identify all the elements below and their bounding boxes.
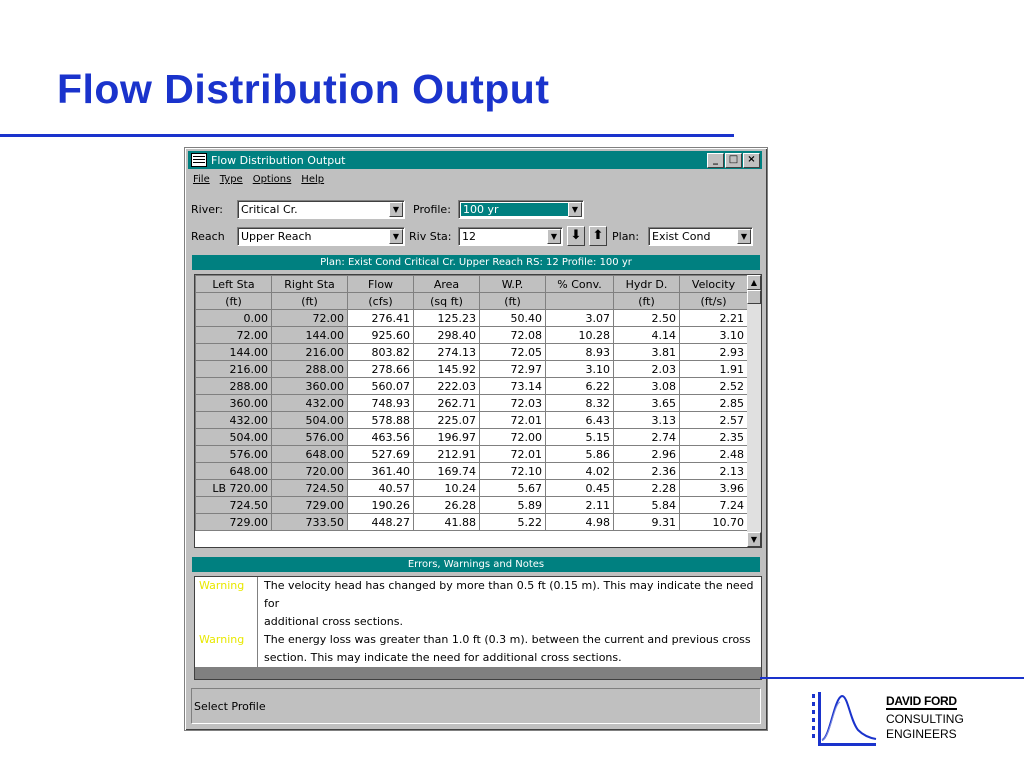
logo-line-1: DAVID FORD [886, 694, 957, 708]
table-cell: 5.86 [546, 446, 614, 463]
table-cell: 2.57 [680, 412, 748, 429]
table-row[interactable] [196, 395, 748, 412]
table-cell: 504.00 [196, 429, 272, 446]
note-row [195, 631, 761, 649]
table-cell: 2.11 [546, 497, 614, 514]
table-cell: 2.52 [680, 378, 748, 395]
table-cell: 144.00 [272, 327, 348, 344]
note-line: The velocity head has changed by more than 0.5 ft (0.15 m). This may indicate the need for [264, 579, 754, 610]
table-cell: 7.24 [680, 497, 748, 514]
table-cell: 3.65 [614, 395, 680, 412]
chevron-down-icon[interactable]: ▼ [737, 229, 751, 244]
previous-station-up-button[interactable]: ⬆ [589, 226, 607, 246]
table-cell: 578.88 [348, 412, 414, 429]
table-cell: 216.00 [272, 344, 348, 361]
reach-label: Reach [191, 230, 225, 243]
note-text [258, 577, 761, 613]
river-select[interactable] [237, 200, 405, 219]
table-cell: 288.00 [272, 361, 348, 378]
table-cell: 5.22 [480, 514, 546, 531]
scroll-down-icon[interactable]: ▼ [747, 532, 761, 547]
column-header: Flow [348, 276, 414, 293]
flow-distribution-window [184, 147, 768, 731]
table-cell: 724.50 [272, 480, 348, 497]
column-header: Velocity [680, 276, 748, 293]
table-cell: 360.00 [196, 395, 272, 412]
table-cell: LB 720.00 [196, 480, 272, 497]
table-cell: 648.00 [196, 463, 272, 480]
table-cell: 576.00 [196, 446, 272, 463]
table-cell: 72.10 [480, 463, 546, 480]
table-cell: 560.07 [348, 378, 414, 395]
table-cell: 40.57 [348, 480, 414, 497]
table-cell: 733.50 [272, 514, 348, 531]
table-cell: 125.23 [414, 310, 480, 327]
table-cell: 169.74 [414, 463, 480, 480]
table-cell: 9.31 [614, 514, 680, 531]
column-unit: (ft) [614, 293, 680, 310]
table-cell: 6.22 [546, 378, 614, 395]
table-cell: 5.67 [480, 480, 546, 497]
table-cell: 8.93 [546, 344, 614, 361]
table-cell: 2.50 [614, 310, 680, 327]
column-unit: (sq ft) [414, 293, 480, 310]
menu-options[interactable]: Options [252, 174, 292, 185]
table-cell: 145.92 [414, 361, 480, 378]
table-cell: 72.01 [480, 446, 546, 463]
table-cell: 196.97 [414, 429, 480, 446]
table-cell: 5.89 [480, 497, 546, 514]
table-cell: 463.56 [348, 429, 414, 446]
logo-line-3: ENGINEERS [886, 727, 957, 741]
results-grid [195, 275, 748, 531]
table-cell: 3.10 [680, 327, 748, 344]
window-titlebar[interactable] [188, 151, 762, 169]
chevron-down-icon[interactable]: ▼ [389, 202, 403, 217]
table-cell: 10.70 [680, 514, 748, 531]
table-cell: 3.07 [546, 310, 614, 327]
next-station-down-button[interactable]: ⬇ [567, 226, 585, 246]
table-cell: 2.21 [680, 310, 748, 327]
note-row [195, 649, 761, 667]
table-cell: 72.05 [480, 344, 546, 361]
note-row [195, 577, 761, 613]
note-line: additional cross sections. [264, 615, 403, 628]
table-cell: 72.03 [480, 395, 546, 412]
note-type-blank [195, 613, 258, 631]
plan-value: Exist Cond [652, 230, 711, 243]
profile-value: 100 yr [461, 203, 571, 216]
riv-sta-select[interactable] [458, 227, 563, 246]
column-header: Left Sta [196, 276, 272, 293]
table-cell: 2.96 [614, 446, 680, 463]
minimize-button[interactable]: _ [707, 153, 724, 168]
chevron-down-icon[interactable]: ▼ [568, 202, 582, 217]
riv-sta-value: 12 [462, 230, 476, 243]
table-cell: 274.13 [414, 344, 480, 361]
table-cell: 276.41 [348, 310, 414, 327]
column-header: Hydr D. [614, 276, 680, 293]
table-row[interactable] [196, 514, 748, 531]
table-row[interactable] [196, 412, 748, 429]
reach-select[interactable] [237, 227, 405, 246]
table-cell: 72.97 [480, 361, 546, 378]
table-cell: 432.00 [272, 395, 348, 412]
table-cell: 8.32 [546, 395, 614, 412]
table-cell: 3.81 [614, 344, 680, 361]
table-cell: 527.69 [348, 446, 414, 463]
table-cell: 262.71 [414, 395, 480, 412]
reach-value: Upper Reach [241, 230, 312, 243]
note-type: Warning [195, 631, 258, 649]
profile-select[interactable] [458, 200, 584, 219]
table-header-row [196, 276, 748, 293]
table-cell: 724.50 [196, 497, 272, 514]
table-app-icon [191, 153, 207, 167]
chevron-down-icon[interactable]: ▼ [547, 229, 561, 244]
table-cell: 4.98 [546, 514, 614, 531]
menu-file[interactable]: File [193, 174, 210, 185]
column-unit: (ft/s) [680, 293, 748, 310]
table-row[interactable] [196, 446, 748, 463]
menu-help[interactable]: Help [301, 174, 325, 185]
table-cell: 278.66 [348, 361, 414, 378]
logo-line-2: CONSULTING [886, 712, 964, 726]
table-cell: 72.08 [480, 327, 546, 344]
table-row[interactable] [196, 310, 748, 327]
table-cell: 576.00 [272, 429, 348, 446]
window-title: Flow Distribution Output [211, 153, 346, 167]
table-cell: 298.40 [414, 327, 480, 344]
table-cell: 2.03 [614, 361, 680, 378]
table-row[interactable] [196, 327, 748, 344]
note-type-blank [195, 649, 258, 667]
status-bar [191, 688, 761, 724]
table-cell: 3.10 [546, 361, 614, 378]
table-cell: 72.01 [480, 412, 546, 429]
column-unit [546, 293, 614, 310]
table-cell: 360.00 [272, 378, 348, 395]
table-cell: 803.82 [348, 344, 414, 361]
table-cell: 2.48 [680, 446, 748, 463]
river-label: River: [191, 203, 224, 216]
table-row[interactable] [196, 497, 748, 514]
table-cell: 212.91 [414, 446, 480, 463]
table-cell: 1.91 [680, 361, 748, 378]
close-button[interactable]: × [743, 153, 760, 168]
table-cell: 4.14 [614, 327, 680, 344]
column-unit: (ft) [272, 293, 348, 310]
title-underline [0, 134, 734, 137]
company-logo [810, 690, 964, 750]
note-row [195, 613, 761, 631]
plan-select[interactable] [648, 227, 753, 246]
table-cell: 925.60 [348, 327, 414, 344]
table-cell: 222.03 [414, 378, 480, 395]
table-cell: 432.00 [196, 412, 272, 429]
status-text: Select Profile [194, 700, 266, 713]
table-row[interactable] [196, 480, 748, 497]
riv-sta-label: Riv Sta: [409, 230, 452, 243]
table-cell: 2.74 [614, 429, 680, 446]
table-cell: 2.28 [614, 480, 680, 497]
note-line: section. This may indicate the need for additional cross sections. [264, 651, 622, 664]
notes-panel[interactable] [194, 576, 762, 680]
table-row[interactable] [196, 361, 748, 378]
table-cell: 10.24 [414, 480, 480, 497]
table-cell: 10.28 [546, 327, 614, 344]
notes-bar: Errors, Warnings and Notes [192, 557, 760, 572]
note-line: The energy loss was greater than 1.0 ft (0.3 m). between the current and previous cross [264, 633, 751, 646]
column-header: Area [414, 276, 480, 293]
table-cell: 26.28 [414, 497, 480, 514]
note-type: Warning [195, 577, 258, 613]
column-header: % Conv. [546, 276, 614, 293]
footer-rule [760, 677, 1024, 679]
table-cell: 2.36 [614, 463, 680, 480]
table-cell: 0.00 [196, 310, 272, 327]
table-row[interactable] [196, 344, 748, 361]
table-cell: 2.85 [680, 395, 748, 412]
column-unit: (ft) [480, 293, 546, 310]
table-cell: 216.00 [196, 361, 272, 378]
table-cell: 720.00 [272, 463, 348, 480]
table-cell: 361.40 [348, 463, 414, 480]
column-unit: (cfs) [348, 293, 414, 310]
column-header: W.P. [480, 276, 546, 293]
table-cell: 748.93 [348, 395, 414, 412]
column-unit: (ft) [196, 293, 272, 310]
table-row[interactable] [196, 463, 748, 480]
table-cell: 648.00 [272, 446, 348, 463]
scroll-thumb[interactable] [747, 290, 761, 304]
flow-distribution-table[interactable] [194, 274, 762, 548]
table-row[interactable] [196, 378, 748, 395]
table-cell: 72.00 [480, 429, 546, 446]
river-value: Critical Cr. [241, 203, 298, 216]
table-cell: 3.13 [614, 412, 680, 429]
scroll-up-icon[interactable]: ▲ [747, 275, 761, 290]
table-cell: 729.00 [196, 514, 272, 531]
column-header: Right Sta [272, 276, 348, 293]
table-cell: 190.26 [348, 497, 414, 514]
summary-bar: Plan: Exist Cond Critical Cr. Upper Reach RS: 12 Profile: 100 yr [192, 255, 760, 270]
table-cell: 50.40 [480, 310, 546, 327]
table-cell: 72.00 [196, 327, 272, 344]
table-cell: 0.45 [546, 480, 614, 497]
table-cell: 288.00 [196, 378, 272, 395]
table-cell: 144.00 [196, 344, 272, 361]
table-cell: 72.00 [272, 310, 348, 327]
maximize-button[interactable]: □ [725, 153, 742, 168]
table-cell: 2.35 [680, 429, 748, 446]
table-cell: 73.14 [480, 378, 546, 395]
table-cell: 2.13 [680, 463, 748, 480]
table-units-row [196, 293, 748, 310]
table-cell: 729.00 [272, 497, 348, 514]
table-cell: 3.96 [680, 480, 748, 497]
table-cell: 41.88 [414, 514, 480, 531]
menu-type[interactable]: Type [219, 174, 243, 185]
profile-label: Profile: [413, 203, 451, 216]
hydrograph-logo-icon [810, 690, 878, 750]
slide-title: Flow Distribution Output [57, 66, 550, 112]
table-cell: 6.43 [546, 412, 614, 429]
table-row[interactable] [196, 429, 748, 446]
table-cell: 448.27 [348, 514, 414, 531]
plan-label: Plan: [612, 230, 640, 243]
table-cell: 4.02 [546, 463, 614, 480]
table-cell: 3.08 [614, 378, 680, 395]
chevron-down-icon[interactable]: ▼ [389, 229, 403, 244]
table-cell: 5.15 [546, 429, 614, 446]
table-scrollbar[interactable] [747, 275, 761, 547]
menu-bar [193, 174, 324, 185]
table-cell: 504.00 [272, 412, 348, 429]
table-cell: 5.84 [614, 497, 680, 514]
table-cell: 2.93 [680, 344, 748, 361]
table-cell: 225.07 [414, 412, 480, 429]
